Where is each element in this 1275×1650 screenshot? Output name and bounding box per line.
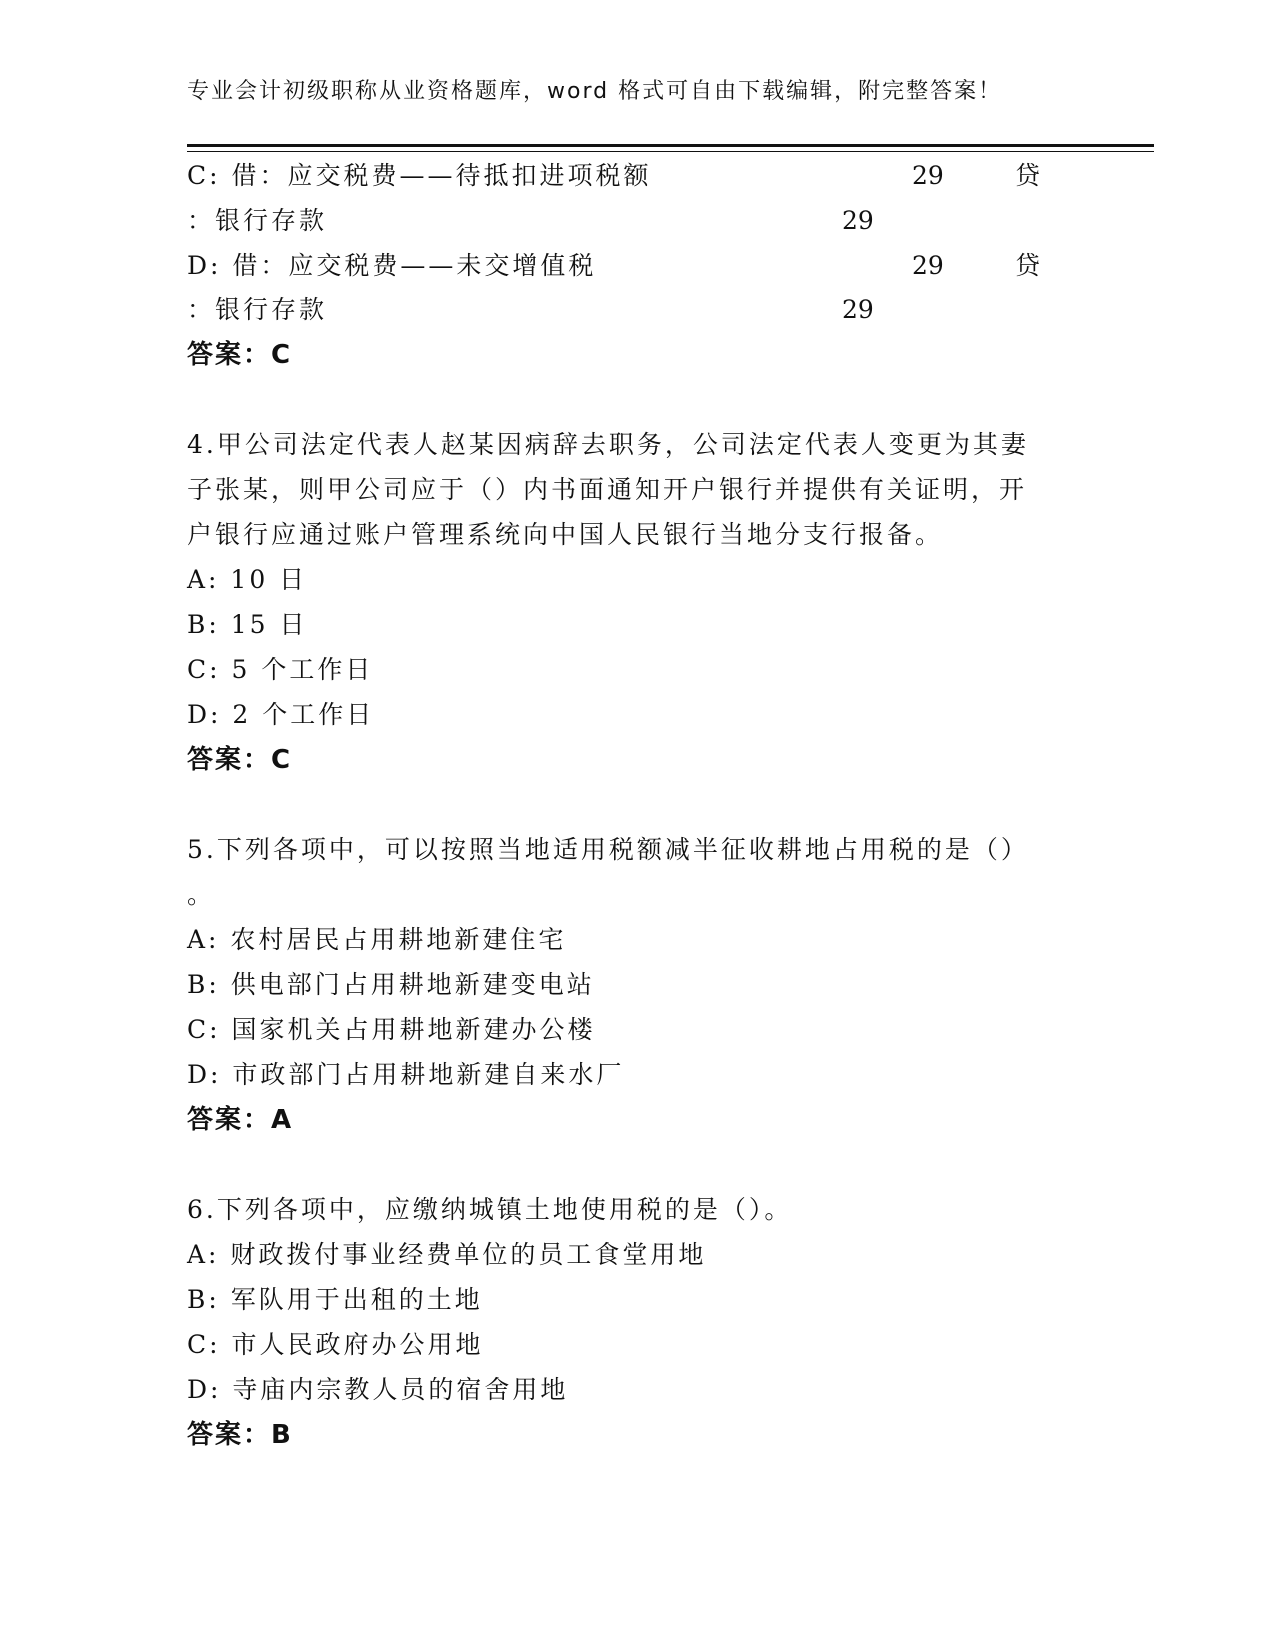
q6-option-a: A: 财政拨付事业经费单位的员工食堂用地 — [187, 1240, 707, 1269]
q6-option-b: B: 军队用于出租的土地 — [187, 1285, 483, 1314]
q6-option-d: D: 寺庙内宗教人员的宿舍用地 — [187, 1375, 569, 1404]
q4-option-c: C: 5 个工作日 — [187, 655, 374, 684]
page-header: 专业会计初级职称从业资格题库，word 格式可自由下载编辑，附完整答案！ — [187, 79, 1003, 104]
q3-option-d-line2: ：银行存款 — [187, 295, 328, 324]
q3-answer: 答案：C — [187, 340, 293, 370]
q5-stem-line2: 。 — [187, 880, 216, 909]
q3-option-c-line2: ：银行存款 — [187, 206, 328, 235]
q6-answer: 答案：B — [187, 1420, 293, 1450]
q5-stem-line1: 5.下列各项中，可以按照当地适用税额减半征收耕地占用税的是（） — [187, 835, 1029, 864]
q4-option-b: B: 15 日 — [187, 610, 308, 639]
q5-option-b: B: 供电部门占用耕地新建变电站 — [187, 970, 595, 999]
q4-stem-line2: 子张某，则甲公司应于（）内书面通知开户银行并提供有关证明，开 — [187, 475, 1028, 504]
q4-option-d: D: 2 个工作日 — [187, 700, 375, 729]
q3-option-d-line1: D: 借：应交税费——未交增值税 — [187, 251, 597, 280]
q5-option-a: A: 农村居民占用耕地新建住宅 — [187, 925, 567, 954]
q3-option-c-credit-amount: 29 — [842, 206, 874, 235]
q4-stem-line3: 户银行应通过账户管理系统向中国人民银行当地分支行报备。 — [187, 520, 944, 549]
q5-option-d: D: 市政部门占用耕地新建自来水厂 — [187, 1060, 625, 1089]
q4-answer: 答案：C — [187, 745, 293, 775]
header-rule-thick — [187, 144, 1154, 147]
q6-option-c: C: 市人民政府办公用地 — [187, 1330, 484, 1359]
q4-option-a: A: 10 日 — [187, 565, 308, 594]
q3-option-c-debit-amount: 29 — [912, 161, 944, 190]
q3-option-c-line1: C: 借：应交税费——待抵扣进项税额 — [187, 161, 652, 190]
q4-stem-line1: 4.甲公司法定代表人赵某因病辞去职务，公司法定代表人变更为其妻 — [187, 430, 1029, 459]
q3-option-c-credit-label: 贷 — [1015, 161, 1041, 190]
q3-option-d-credit-amount: 29 — [842, 295, 874, 324]
q5-answer: 答案：A — [187, 1105, 294, 1135]
q6-stem-line1: 6.下列各项中，应缴纳城镇土地使用税的是（）。 — [187, 1195, 793, 1224]
q5-option-c: C: 国家机关占用耕地新建办公楼 — [187, 1015, 596, 1044]
header-rule-thin — [187, 151, 1154, 152]
q3-option-d-credit-label: 贷 — [1015, 251, 1041, 280]
q3-option-d-debit-amount: 29 — [912, 251, 944, 280]
